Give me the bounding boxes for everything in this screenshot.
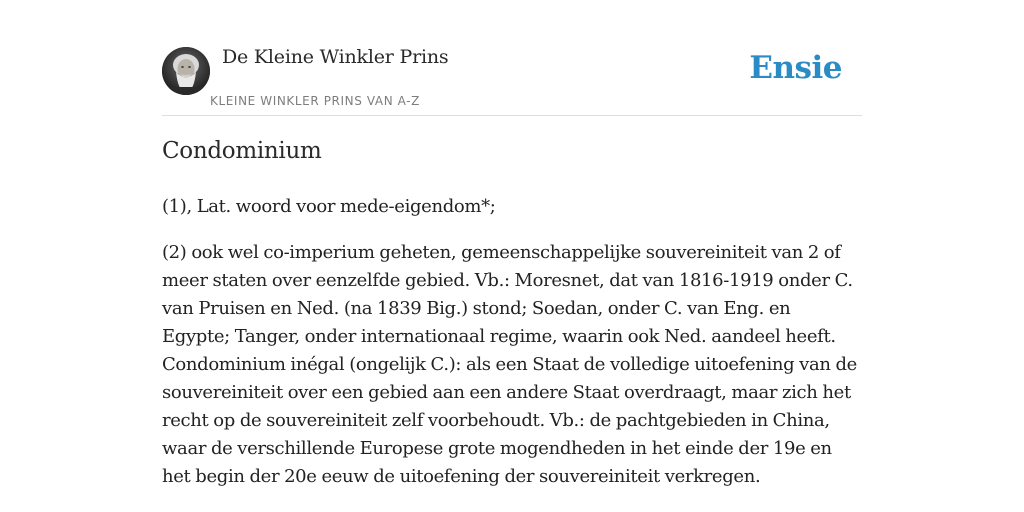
brand-logo[interactable]: Ensie xyxy=(749,50,842,86)
entry-title: Condominium xyxy=(162,138,322,164)
entry-paragraph-2: (2) ook wel co-imperium geheten, gemeenschappelijke souvereiniteit van 2 of meer staten over eenzelfde gebied. Vb.: Moresnet, dat van 1816-1919 onder C. van Pruisen en Ned. (na 1839 Big.) stond; Soedan, onder C. van Eng. en Egypte; Tanger, onder internationaal regime, waarin ook Ned. aandeel heeft. Condominium inégal (ongelijk C.): als een Staat de volledige uitoefening van de souvereiniteit over een gebied aan een andere Staat overdraagt, maar zich het recht op de souvereiniteit zelf voorbehoudt. Vb.: de pachtgebieden in China, waar de verschillende Europese grote mogendheden in het einde der 19e en het begin der 20e eeuw de uitoefening der souvereiniteit verkregen. xyxy=(162,242,857,487)
entry-paragraph-1: (1), Lat. woord voor mede-eigendom*; xyxy=(162,196,496,217)
avatar-portrait-icon xyxy=(162,47,210,95)
source-avatar[interactable] xyxy=(162,47,210,95)
source-subtitle[interactable]: KLEINE WINKLER PRINS VAN A-Z xyxy=(210,94,420,108)
header xyxy=(162,0,862,116)
source-title[interactable]: De Kleine Winkler Prins xyxy=(222,46,449,68)
page-container xyxy=(162,0,862,487)
